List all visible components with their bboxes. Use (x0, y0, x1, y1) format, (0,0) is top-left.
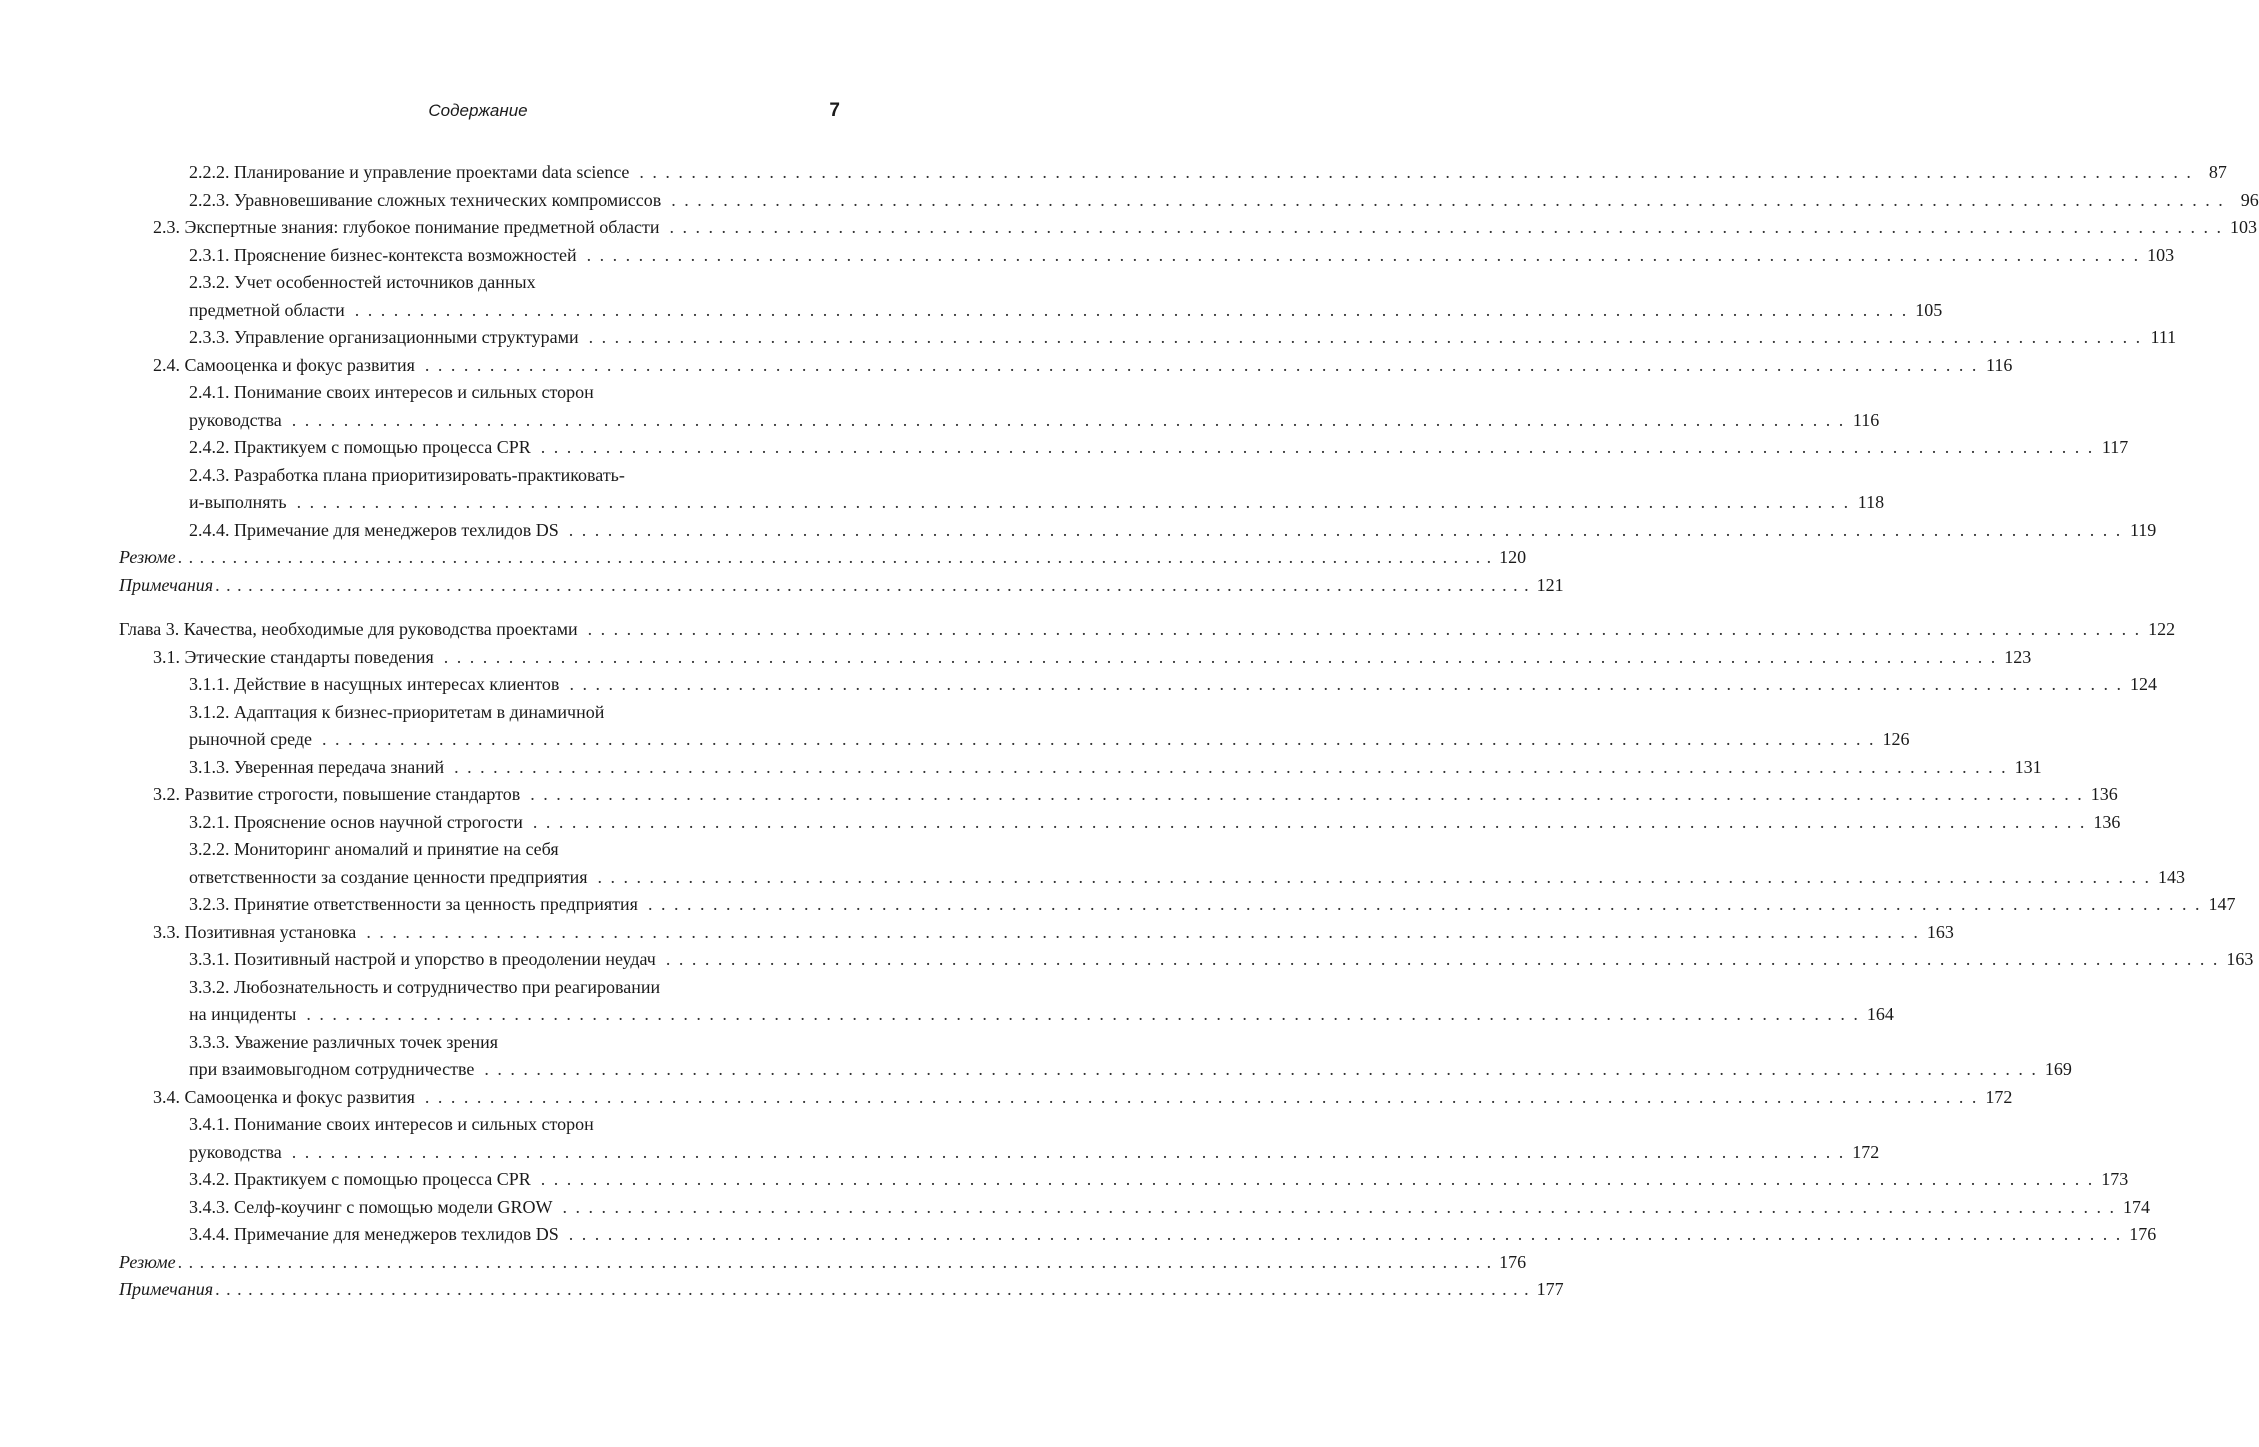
toc-entry-title: 3.2.3. Принятие ответственности за ценность предприятия (189, 894, 638, 914)
toc-entry-title: 3.2.2. Мониторинг аномалий и принятие на себя (189, 839, 559, 859)
toc-entry-page: 103 (2147, 244, 2175, 265)
toc-entry-title: 2.4.1. Понимание своих интересов и сильных сторон (189, 382, 594, 402)
toc-entry-title: Резюме (119, 1251, 176, 1272)
toc-dot-leader: . . . . . . . . . . . . . . . . . . . . . . . . . . . . . . . . . . . . . . . . . . . . . . . . . . . . . . . . . . . . . . . . . . . . . . . . . . . . . . . . . . . . . . . . . . . . . . . . . . . . . . . . . . . . . . . . . . . . . . . . (568, 1224, 2123, 1244)
toc-entry[interactable] (119, 974, 839, 1002)
toc-dot-leader: . . . . . . . . . . . . . . . . . . . . . . . . . . . . . . . . . . . . . . . . . . . . . . . . . . . . . . . . . . . . . . . . . . . . . . . . . . . . . . . . . . . . . . . . . . . . . . . . . . . . . . . . . . . . . . . . . . . . . . . . (569, 674, 2123, 694)
toc-entry-title: на инциденты (189, 1004, 297, 1024)
page-header (0, 96, 987, 126)
toc-entry[interactable] (119, 379, 839, 407)
toc-dot-leader: . . . . . . . . . . . . . . . . . . . . . . . . . . . . . . . . . . . . . . . . . . . . . . . . . . . . . . . . . . . . . . . . . . . . . . . . . . . . . . . . . . . . . . . . . . . . . . . . . . . . . . . . . . . . . . . . . . . . . . . . (424, 354, 1979, 375)
toc-dot-leader: . . . . . . . . . . . . . . . . . . . . . . . . . . . . . . . . . . . . . . . . . . . . . . . . . . . . . . . . . . . . . . . . . . . . . . . . . . . . . . . . . . . . . . . . . . . . . . . . . . . . . . . . . . . . . . . . . . . . . . . . (587, 619, 2142, 639)
toc-entry[interactable] (119, 352, 2013, 380)
toc-entry[interactable] (119, 187, 2259, 215)
toc-entry[interactable] (119, 891, 2236, 919)
toc-entry-title: 2.4. Самооценка и фокус развития (153, 354, 415, 375)
toc-entry-title: 3.3.2. Любознательность и сотрудничество при реагировании (189, 976, 661, 997)
toc-entry[interactable] (119, 754, 2042, 782)
toc-entry[interactable] (119, 781, 2118, 809)
page-number: 7 (829, 100, 840, 121)
toc-entry-title: 3.3. Позитивная установка (153, 921, 357, 942)
toc-entry-title: рыночной среде (189, 729, 312, 749)
toc-entry-page: 103 (2229, 217, 2257, 237)
toc-entry-page: 163 (1926, 921, 1954, 942)
toc-entry-title: 2.3.1. Прояснение бизнес-контекста возможностей (189, 244, 577, 265)
toc-entry-page: 123 (2004, 646, 2032, 667)
toc-entry[interactable] (119, 1111, 839, 1139)
toc-entry-page: 169 (2044, 1059, 2072, 1079)
toc-entry-page: 124 (2129, 674, 2157, 694)
toc-entry-title: 3.4.3. Селф-коучинг с помощью модели GROW (189, 1196, 553, 1217)
toc-dot-leader: . . . . . . . . . . . . . . . . . . . . . . . . . . . . . . . . . . . . . . . . . . . . . . . . . . . . . . . . . . . . . . . . . . . . . . . . . . . . . . . . . . . . . . . . . . . . . . . . . . . . . . . . . . . . . . . . . . . . . . . . (291, 1141, 1846, 1162)
toc-dot-leader: . . . . . . . . . . . . . . . . . . . . . . . . . . . . . . . . . . . . . . . . . . . . . . . . . . . . . . . . . . . . . . . . . . . . . . . . . . . . . . . . . . . . . . . . . . . . . . . . . . . . . . . . . . . . . . . . . . . . . . . . (530, 784, 2084, 804)
toc-entry[interactable] (119, 297, 1943, 325)
toc-entry-page: 105 (1915, 299, 1943, 320)
toc-entry[interactable] (119, 159, 2227, 187)
toc-dot-leader: . . . . . . . . . . . . . . . . . . . . . . . . . . . . . . . . . . . . . . . . . . . . . . . . . . . . . . . . . . . . . . . . . . . . . . . . . . . . . . . . . . . . . . . . . . . . . . . . . . . . . . . . . . . . . . . . . . . . . . . . (177, 547, 1493, 567)
toc-dot-leader: . . . . . . . . . . . . . . . . . . . . . . . . . . . . . . . . . . . . . . . . . . . . . . . . . . . . . . . . . . . . . . . . . . . . . . . . . . . . . . . . . . . . . . . . . . . . . . . . . . . . . . . . . . . . . . . . . . . . . . . . (443, 646, 1998, 667)
toc-entry[interactable] (119, 671, 2157, 699)
toc-entry-page: 116 (1986, 354, 2013, 375)
toc-dot-leader: . . . . . . . . . . . . . . . . . . . . . . . . . . . . . . . . . . . . . . . . . . . . . . . . . . . . . . . . . . . . . . . . . . . . . . . . . . . . . . . . . . . . . . . . . . . . . . . . . . . . . . . . . . . . . . . . . . . . . . . . (586, 244, 2141, 265)
toc-entry-title: руководства (189, 409, 282, 430)
toc-entry[interactable] (119, 269, 839, 297)
toc-entry[interactable] (119, 919, 1954, 947)
toc-entry-page: 120 (1499, 547, 1527, 567)
toc-dot-leader: . . . . . . . . . . . . . . . . . . . . . . . . . . . . . . . . . . . . . . . . . . . . . . . . . . . . . . . . . . . . . . . . . . . . . . . . . . . . . . . . . . . . . . . . . . . . . . . . . . . . . . . . . . . . . . . . . . . . . . . . (321, 729, 1876, 749)
toc-entry-title: 2.4.3. Разработка плана приоритизировать-практиковать- (189, 464, 625, 485)
toc-entry-title: Примечания (119, 574, 214, 595)
toc-entry-title: ответственности за создание ценности предприятия (189, 866, 588, 887)
toc-entry[interactable] (119, 544, 1527, 572)
toc-dot-leader: . . . . . . . . . . . . . . . . . . . . . . . . . . . . . . . . . . . . . . . . . . . . . . . . . . . . . . . . . . . . . . . . . . . . . . . . . . . . . . . . . . . . . . . . . . . . . . . . . . . . . . . . . . . . . . . . . . . . . . . . (366, 921, 1920, 942)
toc-entry-page: 96 (2240, 189, 2259, 210)
running-header-title: Содержание (428, 101, 528, 120)
toc-entry[interactable] (119, 1029, 839, 1057)
toc-entry-title: 3.2. Развитие строгости, повышение стандартов (153, 784, 521, 804)
toc-entry[interactable] (119, 572, 1564, 600)
toc-entry-title: 2.3.2. Учет особенностей источников данных (189, 272, 536, 292)
toc-dot-leader: . . . . . . . . . . . . . . . . . . . . . . . . . . . . . . . . . . . . . . . . . . . . . . . . . . . . . . . . . . . . . . . . . . . . . . . . . . . . . . . . . . . . . . . . . . . . . . . . . . . . . . . . . . . . . . . . . . . . . . . . (424, 1086, 1979, 1107)
toc-entry[interactable] (119, 214, 2257, 242)
toc-entry-title: 3.4.2. Практикуем с помощью процесса CPR (189, 1169, 531, 1189)
toc-dot-leader: . . . . . . . . . . . . . . . . . . . . . . . . . . . . . . . . . . . . . . . . . . . . . . . . . . . . . . . . . . . . . . . . . . . . . . . . . . . . . . . . . . . . . . . . . . . . . . . . . . . . . . . . . . . . . . . . . . . . . . . . (177, 1251, 1493, 1272)
toc-entry-title: Резюме (119, 547, 176, 567)
toc-entry-title: 3.1.2. Адаптация к бизнес-приоритетам в динамичной (189, 701, 605, 722)
toc-entry-title: Глава 3. Качества, необходимые для руководства проектами (119, 619, 578, 639)
toc-dot-leader: . . . . . . . . . . . . . . . . . . . . . . . . . . . . . . . . . . . . . . . . . . . . . . . . . . . . . . . . . . . . . . . . . . . . . . . . . . . . . . . . . . . . . . . . . . . . . . . . . . . . . . . . . . . . . . . . . . . . . . . . (568, 519, 2123, 540)
toc-entry-page: 176 (2129, 1224, 2157, 1244)
toc-dot-leader: . . . . . . . . . . . . . . . . . . . . . . . . . . . . . . . . . . . . . . . . . . . . . . . . . . . . . . . . . . . . . . . . . . . . . . . . . . . . . . . . . . . . . . . . . . . . . . . . . . . . . . . . . . . . . . . . . . . . . . . . (540, 437, 2095, 457)
toc-dot-leader: . . . . . . . . . . . . . . . . . . . . . . . . . . . . . . . . . . . . . . . . . . . . . . . . . . . . . . . . . . . . . . . . . . . . . . . . . . . . . . . . . . . . . . . . . . . . . . . . . . . . . . . . . . . . . . . . . . . . . . . . (454, 756, 2008, 777)
toc-entry-title: 2.3.3. Управление организационными структурами (189, 327, 579, 347)
toc-entry-title: 2.3. Экспертные знания: глубокое понимание предметной области (153, 217, 660, 237)
toc-entry-page: 121 (1536, 574, 1564, 595)
toc-dot-leader: . . . . . . . . . . . . . . . . . . . . . . . . . . . . . . . . . . . . . . . . . . . . . . . . . . . . . . . . . . . . . . . . . . . . . . . . . . . . . . . . . . . . . . . . . . . . . . . . . . . . . . . . . . . . . . . . . . . . . . . . (597, 866, 2152, 887)
toc-entry-page: 176 (1499, 1251, 1527, 1272)
toc-dot-leader: . . . . . . . . . . . . . . . . . . . . . . . . . . . . . . . . . . . . . . . . . . . . . . . . . . . . . . . . . . . . . . . . . . . . . . . . . . . . . . . . . . . . . . . . . . . . . . . . . . . . . . . . . . . . . . . . . . . . . . . . (296, 492, 1851, 512)
toc-dot-leader: . . . . . . . . . . . . . . . . . . . . . . . . . . . . . . . . . . . . . . . . . . . . . . . . . . . . . . . . . . . . . . . . . . . . . . . . . . . . . . . . . . . . . . . . . . . . . . . . . . . . . . . . . . . . . . . . . . . . . . . . (669, 217, 2223, 237)
toc-entry-page: 164 (1866, 1004, 1894, 1024)
toc-entry-title: 3.3.1. Позитивный настрой и упорство в преодолении неудач (189, 949, 656, 969)
toc-entry-title: и-выполнять (189, 492, 287, 512)
toc-entry-page: 119 (2129, 519, 2157, 540)
toc-entry[interactable] (119, 699, 839, 727)
toc-dot-leader: . . . . . . . . . . . . . . . . . . . . . . . . . . . . . . . . . . . . . . . . . . . . . . . . . . . . . . . . . . . . . . . . . . . . . . . . . . . . . . . . . . . . . . . . . . . . . . . . . . . . . . . . . . . . . . . . . . . . . . . . (671, 189, 2225, 210)
toc-entry[interactable] (119, 1056, 2072, 1084)
toc-entry-page: 163 (2226, 949, 2254, 969)
toc-entry-title: 3.4.1. Понимание своих интересов и сильных сторон (189, 1114, 594, 1134)
toc-dot-leader: . . . . . . . . . . . . . . . . . . . . . . . . . . . . . . . . . . . . . . . . . . . . . . . . . . . . . . . . . . . . . . . . . . . . . . . . . . . . . . . . . . . . . . . . . . . . . . . . . . . . . . . . . . . . . . . . . . . . . . . . (291, 409, 1846, 430)
toc-dot-leader: . . . . . . . . . . . . . . . . . . . . . . . . . . . . . . . . . . . . . . . . . . . . . . . . . . . . . . . . . . . . . . . . . . . . . . . . . . . . . . . . . . . . . . . . . . . . . . . . . . . . . . . . . . . . . . . . . . . . . . . . (540, 1169, 2095, 1189)
toc-dot-leader: . . . . . . . . . . . . . . . . . . . . . . . . . . . . . . . . . . . . . . . . . . . . . . . . . . . . . . . . . . . . . . . . . . . . . . . . . . . . . . . . . . . . . . . . . . . . . . . . . . . . . . . . . . . . . . . . . . . . . . . . (215, 574, 1530, 595)
toc-entry-title: 3.3.3. Уважение различных точек зрения (189, 1031, 498, 1052)
toc-entry-page: 126 (1882, 729, 1910, 749)
toc-entry[interactable] (119, 644, 2032, 672)
toc-entry-page: 131 (2014, 756, 2042, 777)
toc-entry-page: 136 (2093, 811, 2121, 832)
table-of-contents (119, 159, 2259, 1304)
toc-entry-title: 2.4.4. Примечание для менеджеров техлидов DS (189, 519, 559, 540)
toc-entry-title: 3.2.1. Прояснение основ научной строгости (189, 811, 523, 832)
toc-entry-title: 2.2.2. Планирование и управление проектами data science (189, 162, 630, 182)
toc-entry[interactable] (119, 1249, 1527, 1277)
toc-entry[interactable] (119, 242, 2175, 270)
toc-entry-page: 147 (2208, 894, 2236, 914)
toc-entry-title: 3.4.4. Примечание для менеджеров техлидов DS (189, 1224, 559, 1244)
toc-entry-page: 87 (2208, 162, 2227, 182)
toc-entry[interactable] (119, 517, 2157, 545)
toc-dot-leader: . . . . . . . . . . . . . . . . . . . . . . . . . . . . . . . . . . . . . . . . . . . . . . . . . . . . . . . . . . . . . . . . . . . . . . . . . . . . . . . . . . . . . . . . . . . . . . . . . . . . . . . . . . . . . . . . . . . . . . . . (562, 1196, 2117, 1217)
toc-dot-leader: . . . . . . . . . . . . . . . . . . . . . . . . . . . . . . . . . . . . . . . . . . . . . . . . . . . . . . . . . . . . . . . . . . . . . . . . . . . . . . . . . . . . . . . . . . . . . . . . . . . . . . . . . . . . . . . . . . . . . . . . (647, 894, 2202, 914)
toc-entry[interactable] (119, 726, 1910, 754)
toc-dot-leader: . . . . . . . . . . . . . . . . . . . . . . . . . . . . . . . . . . . . . . . . . . . . . . . . . . . . . . . . . . . . . . . . . . . . . . . . . . . . . . . . . . . . . . . . . . . . . . . . . . . . . . . . . . . . . . . . . . . . . . . . (532, 811, 2087, 832)
toc-dot-leader: . . . . . . . . . . . . . . . . . . . . . . . . . . . . . . . . . . . . . . . . . . . . . . . . . . . . . . . . . . . . . . . . . . . . . . . . . . . . . . . . . . . . . . . . . . . . . . . . . . . . . . . . . . . . . . . . . . . . . . . . (665, 949, 2220, 969)
toc-entry-page: 143 (2158, 866, 2186, 887)
toc-dot-leader: . . . . . . . . . . . . . . . . . . . . . . . . . . . . . . . . . . . . . . . . . . . . . . . . . . . . . . . . . . . . . . . . . . . . . . . . . . . . . . . . . . . . . . . . . . . . . . . . . . . . . . . . . . . . . . . . . . . . . . . . (215, 1279, 1530, 1299)
toc-dot-leader: . . . . . . . . . . . . . . . . . . . . . . . . . . . . . . . . . . . . . . . . . . . . . . . . . . . . . . . . . . . . . . . . . . . . . . . . . . . . . . . . . . . . . . . . . . . . . . . . . . . . . . . . . . . . . . . . . . . . . . . . (306, 1004, 1860, 1024)
toc-entry-title: предметной области (189, 299, 345, 320)
toc-entry[interactable] (119, 434, 2129, 462)
toc-entry-title: руководства (189, 1141, 282, 1162)
toc-entry-title: 2.2.3. Уравновешивание сложных технических компромиссов (189, 189, 662, 210)
toc-entry-title: при взаимовыгодном сотрудничестве (189, 1059, 475, 1079)
toc-entry[interactable] (119, 1166, 2129, 1194)
toc-entry[interactable] (119, 1276, 1564, 1304)
toc-entry[interactable] (119, 864, 2186, 892)
toc-entry-page: 116 (1852, 409, 1880, 430)
toc-dot-leader: . . . . . . . . . . . . . . . . . . . . . . . . . . . . . . . . . . . . . . . . . . . . . . . . . . . . . . . . . . . . . . . . . . . . . . . . . . . . . . . . . . . . . . . . . . . . . . . . . . . . . . . . . . . . . . . . . . . . . . . . (639, 162, 2193, 182)
toc-entry-page: 174 (2123, 1196, 2151, 1217)
toc-entry[interactable] (119, 1194, 2151, 1222)
toc-entry[interactable] (119, 407, 1880, 435)
toc-entry[interactable] (119, 489, 1885, 517)
toc-dot-leader: . . . . . . . . . . . . . . . . . . . . . . . . . . . . . . . . . . . . . . . . . . . . . . . . . . . . . . . . . . . . . . . . . . . . . . . . . . . . . . . . . . . . . . . . . . . . . . . . . . . . . . . . . . . . . . . . . . . . . . . . (588, 327, 2143, 347)
toc-entry-page: 118 (1857, 492, 1885, 512)
toc-entry[interactable] (119, 462, 839, 490)
toc-dot-leader: . . . . . . . . . . . . . . . . . . . . . . . . . . . . . . . . . . . . . . . . . . . . . . . . . . . . . . . . . . . . . . . . . . . . . . . . . . . . . . . . . . . . . . . . . . . . . . . . . . . . . . . . . . . . . . . . . . . . . . . . (354, 299, 1909, 320)
toc-entry-page: 177 (1536, 1279, 1564, 1299)
toc-entry-page: 136 (2090, 784, 2118, 804)
toc-entry[interactable] (119, 809, 2121, 837)
toc-entry-title: 3.1. Этические стандарты поведения (153, 646, 434, 667)
toc-entry[interactable] (119, 1139, 1880, 1167)
toc-entry-title: 3.4. Самооценка и фокус развития (153, 1086, 415, 1107)
toc-entry-title: 3.1.1. Действие в насущных интересах клиентов (189, 674, 560, 694)
toc-entry[interactable] (119, 946, 2254, 974)
toc-entry[interactable] (119, 324, 2177, 352)
toc-entry[interactable] (119, 836, 839, 864)
toc-entry-page: 117 (2101, 437, 2129, 457)
toc-entry[interactable] (119, 1001, 1894, 1029)
toc-entry-page: 172 (1985, 1086, 2013, 1107)
toc-entry-page: 122 (2148, 619, 2176, 639)
toc-entry-title: 2.4.2. Практикуем с помощью процесса CPR (189, 437, 531, 457)
toc-entry[interactable] (119, 616, 2176, 644)
toc-entry-page: 172 (1852, 1141, 1880, 1162)
toc-entry-page: 173 (2101, 1169, 2129, 1189)
toc-entry-page: 111 (2150, 327, 2177, 347)
toc-entry-title: Примечания (119, 1279, 214, 1299)
toc-entry[interactable] (119, 1084, 2013, 1112)
toc-entry-title: 3.1.3. Уверенная передача знаний (189, 756, 445, 777)
toc-dot-leader: . . . . . . . . . . . . . . . . . . . . . . . . . . . . . . . . . . . . . . . . . . . . . . . . . . . . . . . . . . . . . . . . . . . . . . . . . . . . . . . . . . . . . . . . . . . . . . . . . . . . . . . . . . . . . . . . . . . . . . . . (484, 1059, 2038, 1079)
toc-entry[interactable] (119, 1221, 2157, 1249)
